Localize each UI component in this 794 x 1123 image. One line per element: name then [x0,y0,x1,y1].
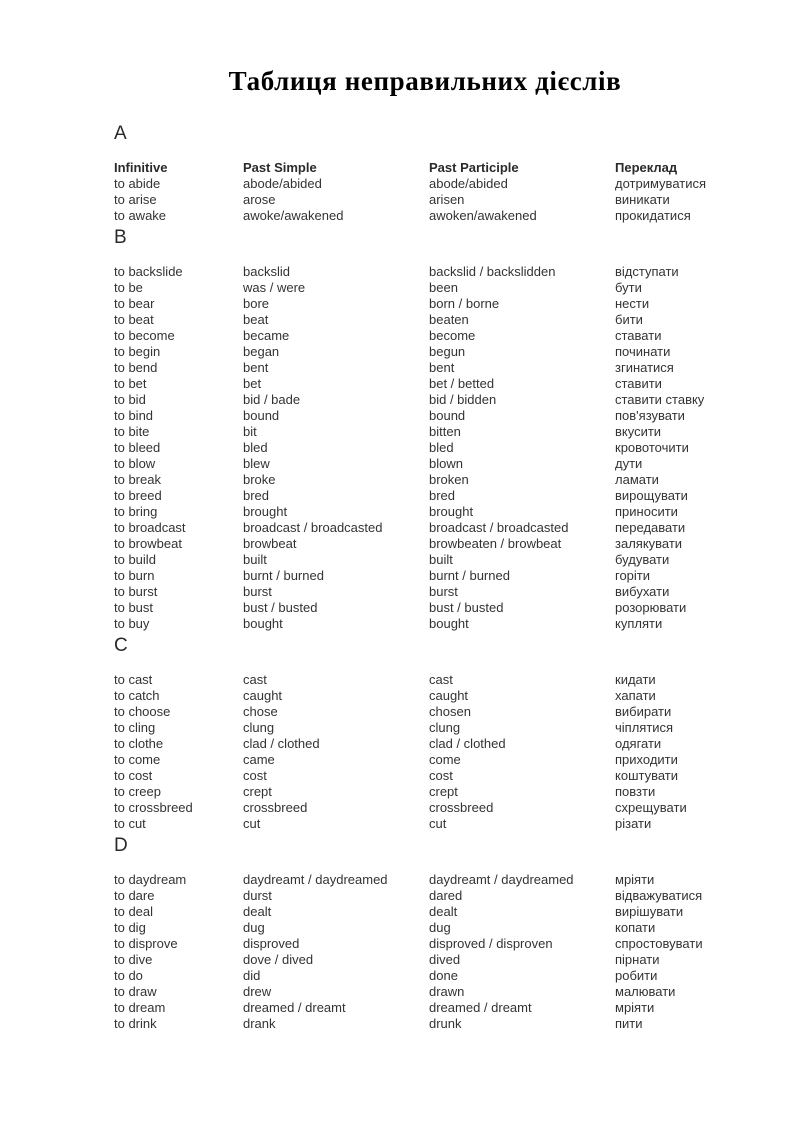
cell-past-participle: bust / busted [429,600,504,615]
cell-translation: дотримуватися [615,176,707,191]
cell-infinitive: to be [114,280,143,295]
cell-translation: схрещувати [615,800,687,815]
cell-past-simple: bled [243,440,268,455]
cell-past-participle: arisen [429,192,465,207]
cell-past-participle: built [429,552,453,567]
cell-translation: ламати [615,472,659,487]
cell-infinitive: to cut [114,816,146,831]
table-row [114,904,754,920]
table-row [114,192,754,208]
cell-past-simple: burnt / burned [243,568,324,583]
cell-infinitive: to deal [114,904,154,919]
cell-infinitive: to cling [114,720,156,735]
cell-infinitive: to break [114,472,161,487]
table-row [114,936,754,952]
cell-past-participle: bound [429,408,466,423]
table-row [114,968,754,984]
cell-past-simple: brought [243,504,288,519]
cell-infinitive: to bite [114,424,150,439]
cell-past-participle: bought [429,616,469,631]
cell-past-simple: drew [243,984,272,999]
cell-translation: ставити ставку [615,392,705,407]
cell-past-simple: bit [243,424,257,439]
cell-translation: згинатися [615,360,674,375]
cell-past-simple: durst [243,888,272,903]
cell-infinitive: to abide [114,176,161,191]
cell-infinitive: to bind [114,408,154,423]
cell-infinitive: to beat [114,312,154,327]
cell-past-simple: dove / dived [243,952,314,967]
cell-translation: розорювати [615,600,687,615]
table-row [114,360,754,376]
cell-past-participle: cut [429,816,447,831]
cell-past-participle: brought [429,504,474,519]
cell-translation: вирощувати [615,488,688,503]
table-row [114,264,754,280]
cell-infinitive: to blow [114,456,156,471]
cell-past-participle: dealt [429,904,458,919]
table-row [114,984,754,1000]
cell-past-participle: cost [429,768,453,783]
table-row [114,472,754,488]
cell-translation: прокидатися [615,208,691,223]
cell-past-simple: bore [243,296,270,311]
table-row [114,600,754,616]
cell-past-participle: disproved / disproven [429,936,553,951]
cell-translation: будувати [615,552,670,567]
cell-translation: повзти [615,784,656,799]
cell-infinitive: to buy [114,616,150,631]
cell-past-simple: blew [243,456,270,471]
table-row [114,344,754,360]
cell-infinitive: to creep [114,784,161,799]
table-row [114,736,754,752]
cell-past-simple: browbeat [243,536,297,551]
cell-past-participle: bitten [429,424,461,439]
cell-past-participle: been [429,280,458,295]
cell-past-simple: bent [243,360,269,375]
table-row [114,800,754,816]
cell-translation: мріяти [615,872,655,887]
table-row [114,920,754,936]
verb-table [114,120,754,1032]
cell-infinitive: to choose [114,704,171,719]
cell-translation: одягати [615,736,662,751]
cell-past-simple: dug [243,920,265,935]
table-row [114,312,754,328]
cell-translation: бути [615,280,642,295]
cell-past-simple: disproved [243,936,300,951]
header-past-participle: Past Participle [429,160,519,175]
cell-past-participle: clung [429,720,461,735]
cell-past-participle: become [429,328,476,343]
cell-infinitive: to drink [114,1016,157,1031]
cell-past-simple: became [243,328,290,343]
table-row [114,280,754,296]
cell-translation: ставати [615,328,662,343]
cell-infinitive: to dream [114,1000,166,1015]
table-row [114,488,754,504]
table-row [114,672,754,688]
cell-translation: малювати [615,984,676,999]
cell-translation: починати [615,344,671,359]
section-c [114,632,754,832]
table-row [114,872,754,888]
cell-translation: хапати [615,688,656,703]
cell-translation: ставити [615,376,662,391]
section-d [114,832,754,1032]
cell-past-simple: beat [243,312,269,327]
cell-translation: бити [615,312,643,327]
cell-translation: кровоточити [615,440,689,455]
cell-past-participle: clad / clothed [429,736,506,751]
cell-past-participle: begun [429,344,466,359]
cell-translation: кидати [615,672,656,687]
cell-translation: горіти [615,568,651,583]
cell-past-simple: abode/abided [243,176,322,191]
cell-translation: приносити [615,504,678,519]
cell-past-participle: done [429,968,458,983]
cell-translation: дути [615,456,643,471]
cell-past-participle: beaten [429,312,469,327]
cell-past-participle: crept [429,784,458,799]
cell-past-simple: was / were [243,280,306,295]
cell-past-participle: chosen [429,704,471,719]
cell-translation: пірнати [615,952,660,967]
cell-past-simple: drank [243,1016,276,1031]
cell-past-participle: awoken/awakened [429,208,537,223]
table-row [114,816,754,832]
table-row [114,296,754,312]
cell-past-participle: daydreamt / daydreamed [429,872,574,887]
table-row [114,704,754,720]
table-row [114,424,754,440]
cell-infinitive: to dig [114,920,146,935]
cell-past-participle: browbeaten / browbeat [429,536,562,551]
cell-past-simple: bought [243,616,283,631]
cell-past-participle: dived [429,952,461,967]
table-row [114,888,754,904]
cell-infinitive: to bleed [114,440,161,455]
cell-translation: спростовувати [615,936,703,951]
cell-past-simple: backslid [243,264,290,279]
cell-past-participle: born / borne [429,296,500,311]
cell-infinitive: to burn [114,568,155,583]
cell-translation: відважуватися [615,888,703,903]
cell-past-simple: built [243,552,267,567]
cell-translation: вкусити [615,424,662,439]
section-letter: C [114,635,128,656]
cell-infinitive: to cost [114,768,153,783]
cell-past-simple: crossbreed [243,800,308,815]
cell-infinitive: to begin [114,344,161,359]
cell-past-simple: began [243,344,280,359]
cell-infinitive: to browbeat [114,536,182,551]
cell-past-participle: backslid / backslidden [429,264,556,279]
cell-infinitive: to bear [114,296,155,311]
cell-past-participle: bred [429,488,456,503]
cell-past-simple: cast [243,672,267,687]
table-row [114,1000,754,1016]
cell-translation: пов'язувати [615,408,685,423]
cell-translation: нести [615,296,650,311]
cell-translation: мріяти [615,1000,655,1015]
section-a [114,120,754,224]
table-row [114,784,754,800]
table-row [114,552,754,568]
cell-past-simple: awoke/awakened [243,208,344,223]
cell-past-participle: bet / betted [429,376,495,391]
cell-translation: залякувати [615,536,683,551]
header-infinitive: Infinitive [114,160,168,175]
table-row [114,584,754,600]
cell-past-participle: broken [429,472,469,487]
cell-infinitive: to burst [114,584,158,599]
cell-past-simple: broadcast / broadcasted [243,520,383,535]
table-row [114,720,754,736]
cell-infinitive: to bid [114,392,146,407]
cell-infinitive: to bust [114,600,154,615]
table-row [114,176,754,192]
section-letter: A [114,123,127,144]
cell-translation: копати [615,920,656,935]
cell-past-participle: dug [429,920,451,935]
cell-infinitive: to come [114,752,161,767]
table-row [114,440,754,456]
cell-translation: відступати [615,264,679,279]
table-row [114,504,754,520]
cell-infinitive: to broadcast [114,520,186,535]
table-row [114,456,754,472]
table-header-row [114,160,754,176]
cell-past-simple: came [243,752,275,767]
header-translation: Переклад [615,160,678,175]
cell-infinitive: to awake [114,208,167,223]
cell-translation: приходити [615,752,678,767]
section-b [114,224,754,632]
page-title: Таблиця неправильних дієслів [228,66,622,96]
cell-past-participle: burst [429,584,458,599]
cell-infinitive: to arise [114,192,157,207]
cell-infinitive: to draw [114,984,157,999]
cell-infinitive: to dive [114,952,153,967]
cell-past-participle: crossbreed [429,800,494,815]
cell-infinitive: to crossbreed [114,800,193,815]
cell-past-simple: bust / busted [243,600,318,615]
cell-translation: передавати [615,520,686,535]
cell-translation: коштувати [615,768,679,783]
cell-past-simple: clung [243,720,275,735]
cell-infinitive: to catch [114,688,160,703]
cell-infinitive: to bet [114,376,147,391]
cell-past-participle: burnt / burned [429,568,510,583]
cell-translation: купляти [615,616,663,631]
cell-past-simple: bred [243,488,270,503]
cell-infinitive: to breed [114,488,162,503]
cell-past-simple: clad / clothed [243,736,320,751]
header-past-simple: Past Simple [243,160,317,175]
cell-past-simple: broke [243,472,276,487]
cell-translation: виникати [615,192,670,207]
cell-infinitive: to build [114,552,156,567]
cell-past-participle: bled [429,440,454,455]
table-row [114,328,754,344]
cell-past-participle: caught [429,688,469,703]
cell-translation: пити [615,1016,643,1031]
table-row [114,408,754,424]
cell-past-simple: bet [243,376,262,391]
cell-past-simple: did [243,968,261,983]
cell-past-participle: blown [429,456,463,471]
cell-past-participle: broadcast / broadcasted [429,520,569,535]
table-row [114,536,754,552]
cell-infinitive: to bend [114,360,158,375]
cell-past-simple: arose [243,192,276,207]
cell-past-simple: bound [243,408,280,423]
cell-translation: різати [615,816,652,831]
cell-infinitive: to backslide [114,264,183,279]
cell-past-participle: abode/abided [429,176,508,191]
cell-past-simple: crept [243,784,272,799]
cell-past-participle: bent [429,360,455,375]
cell-infinitive: to daydream [114,872,187,887]
cell-infinitive: to become [114,328,175,343]
cell-past-simple: dreamed / dreamt [243,1000,346,1015]
cell-infinitive: to clothe [114,736,164,751]
table-row [114,520,754,536]
cell-past-participle: dared [429,888,463,903]
cell-infinitive: to bring [114,504,158,519]
cell-infinitive: to dare [114,888,155,903]
cell-translation: вибухати [615,584,670,599]
cell-translation: вибирати [615,704,672,719]
cell-past-simple: caught [243,688,283,703]
cell-past-simple: chose [243,704,278,719]
section-letter: B [114,227,127,248]
cell-past-participle: drawn [429,984,465,999]
cell-infinitive: to do [114,968,143,983]
table-row [114,376,754,392]
table-row [114,568,754,584]
cell-translation: чіплятися [615,720,674,735]
table-row [114,752,754,768]
table-row [114,208,754,224]
cell-past-participle: bid / bidden [429,392,497,407]
cell-infinitive: to cast [114,672,153,687]
cell-past-participle: cast [429,672,453,687]
table-row [114,1016,754,1032]
section-letter: D [114,835,128,856]
cell-past-simple: dealt [243,904,272,919]
cell-translation: вирішувати [615,904,684,919]
cell-past-simple: burst [243,584,272,599]
cell-past-simple: cut [243,816,261,831]
cell-past-participle: come [429,752,461,767]
cell-past-simple: bid / bade [243,392,301,407]
table-row [114,688,754,704]
cell-past-participle: dreamed / dreamt [429,1000,532,1015]
table-row [114,392,754,408]
cell-translation: робити [615,968,658,983]
table-row [114,952,754,968]
cell-past-simple: cost [243,768,267,783]
cell-past-participle: drunk [429,1016,462,1031]
table-row [114,616,754,632]
table-row [114,768,754,784]
cell-infinitive: to disprove [114,936,178,951]
cell-past-simple: daydreamt / daydreamed [243,872,388,887]
